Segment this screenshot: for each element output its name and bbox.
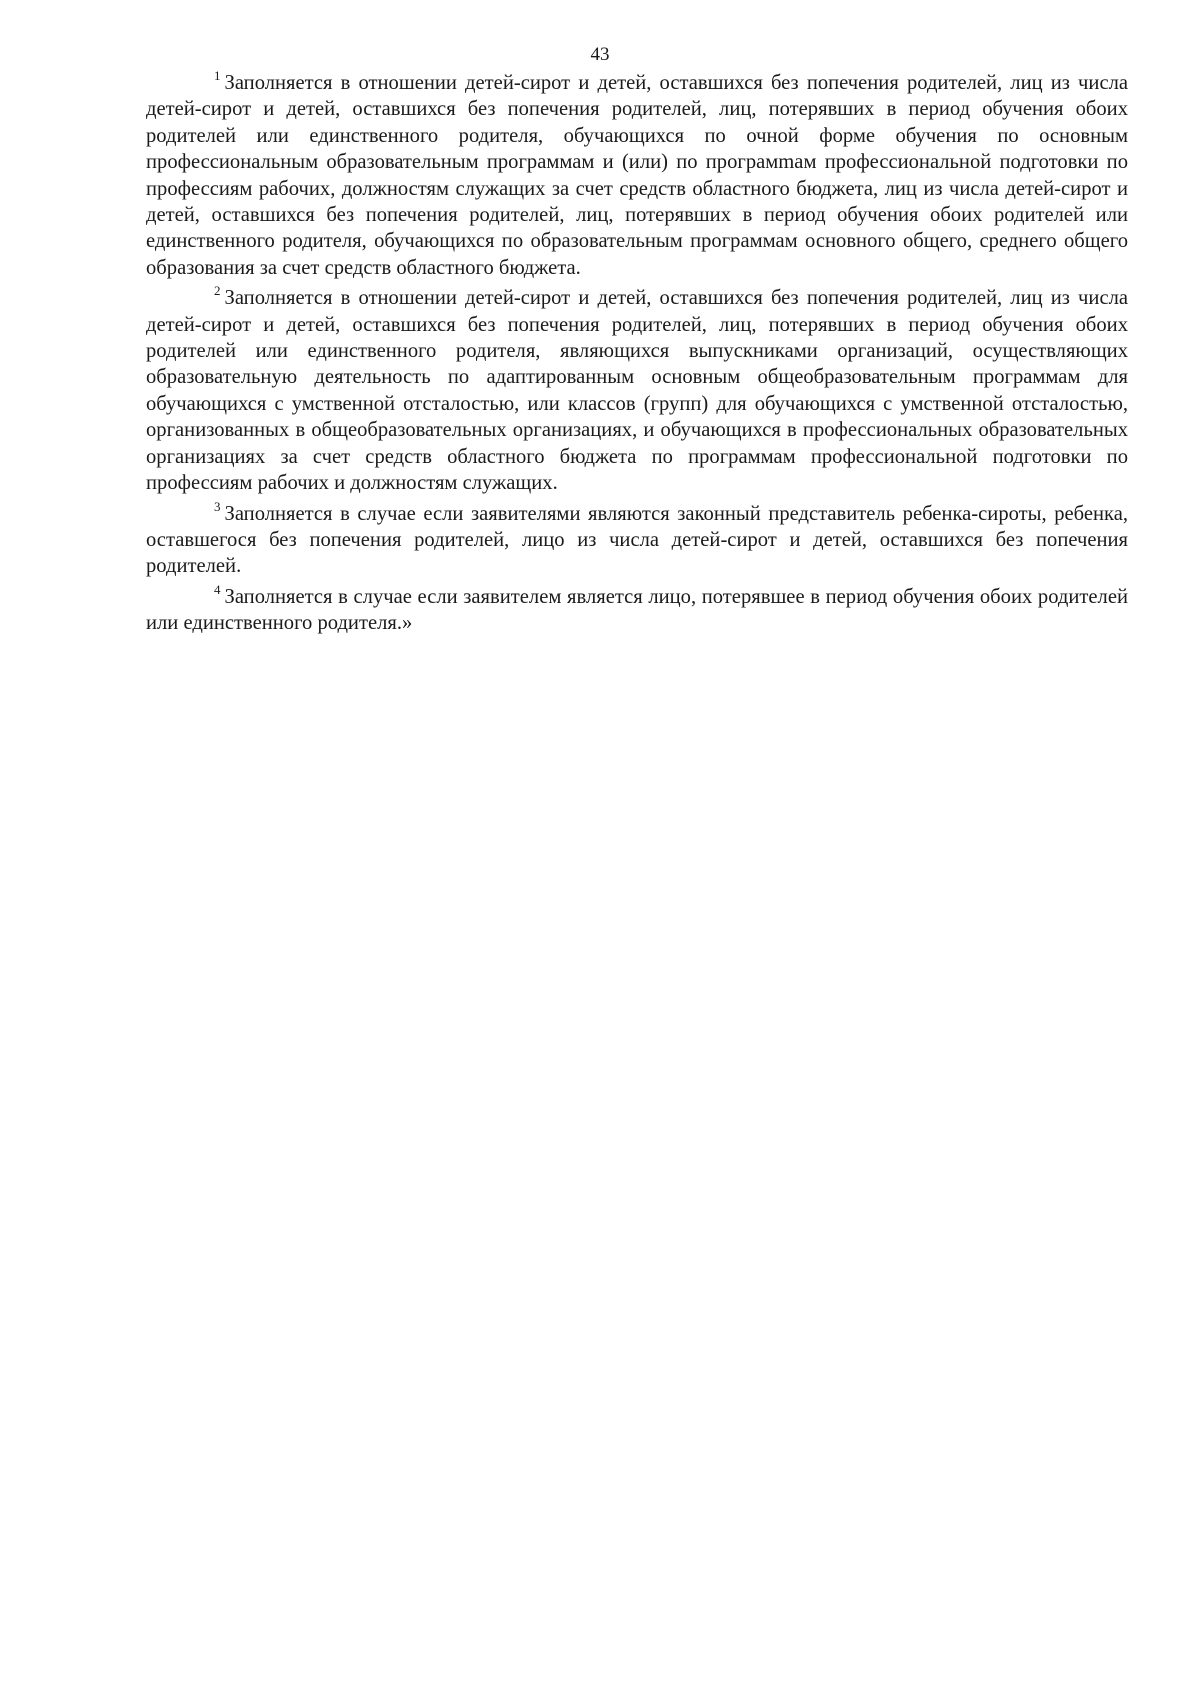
footnote-text: Заполняется в случае если заявителем является лицо, потерявшее в период обучения обоих родителей или единственного родителя.» (146, 585, 1128, 635)
footnote-marker: 1 (214, 68, 221, 83)
footnote-3 (146, 498, 1128, 580)
footnote-text: Заполняется в случае если заявителями являются законный представитель ребенка-сироты, ребенка, оставшегося без попечения родителей, лицо из числа детей-сирот и детей, оставшихся без попечения родителей. (146, 502, 1128, 578)
footnotes-section (146, 70, 1128, 637)
footnote-text: Заполняется в отношении детей-сирот и детей, оставшихся без попечения родителей, лиц из числа детей-сирот и детей, оставшихся без попечения родителей, лиц, потерявших в период обучения обоих родителей или единственного родителя, обучающихся по очной форме обучения по основным профессиональным образовательным программам и (или) по програмmам профессиональной подготовки по профессиям рабочих, должностям служащих за счет средств областного бюджета, лиц из числа детей-сирот и детей, оставшихся без попечения родителей, лиц, потерявших в период обучения обоих родителей или единственного родителя, обучающихся по образовательным программам основного общего, среднего общего образования за счет средств областного бюджета. (146, 72, 1128, 279)
footnote-marker: 3 (214, 498, 221, 514)
footnote-text: Заполняется в отношении детей-сирот и детей, оставшихся без попечения родителей, лиц из числа детей-сирот и детей, оставшихся без попечения родителей, лиц, потерявших в период обучения обоих родителей или единственного родителя, являющихся выпускниками организаций, осуществляющих образовательную деятельность по адаптированным основным общеобразовательным программам для обучающихся с умственной отсталостью, или классов (групп) для обучающихся с умственной отсталостью, организованных в общеобразовательных организациях, и обучающихся в профессиональных образовательных организациях за счет средств областного бюджета по программам профессиональной подготовки по профессиям рабочих и должностям служащих. (146, 287, 1128, 495)
footnote-1 (146, 70, 1128, 281)
footnote-2 (146, 285, 1128, 496)
page-number: 43 (590, 44, 610, 65)
footnote-marker: 4 (214, 581, 221, 597)
footnote-4 (146, 581, 1128, 637)
footnote-marker: 2 (214, 283, 221, 299)
